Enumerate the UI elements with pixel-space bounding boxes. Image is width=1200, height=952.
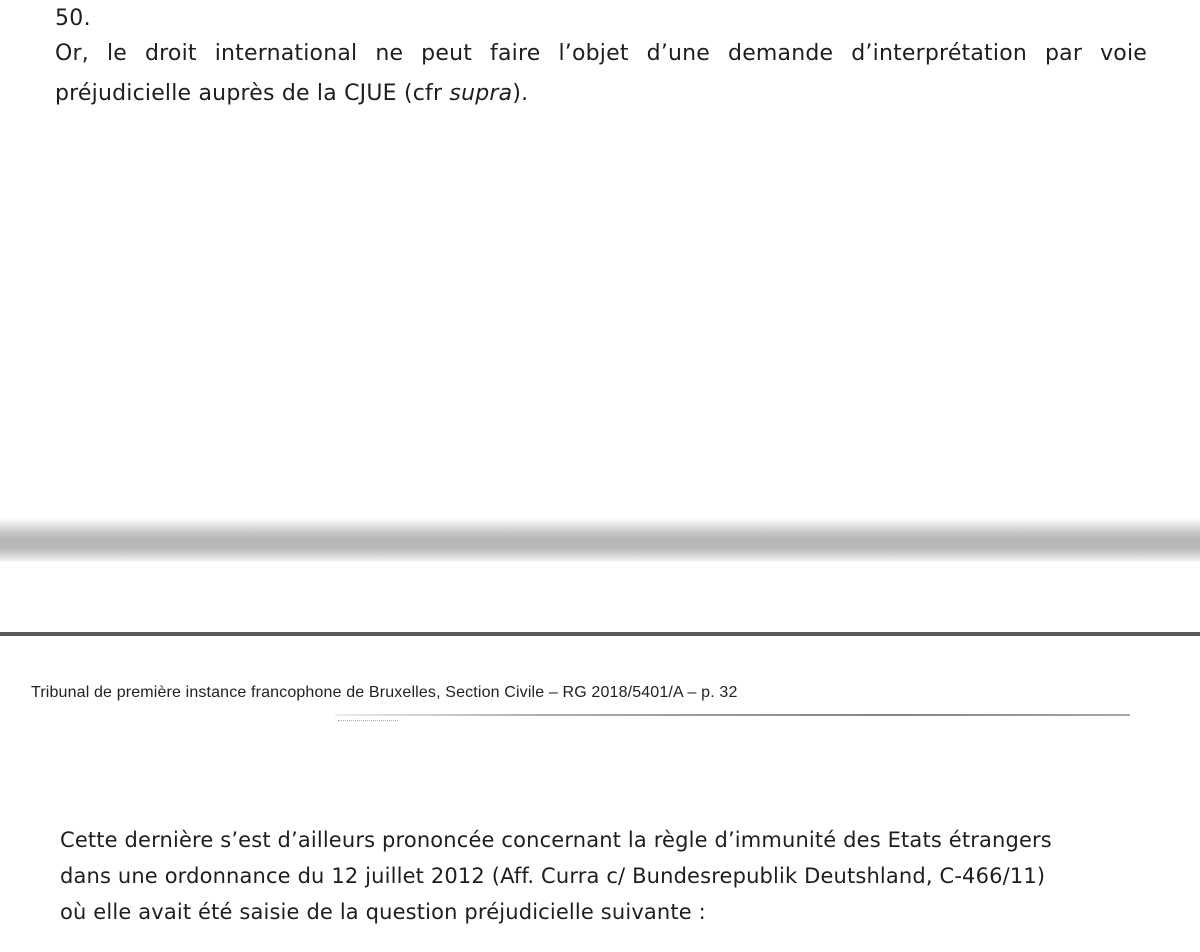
header-underline: [335, 714, 1130, 716]
paragraph-number: 50.: [55, 6, 91, 31]
paragraph-text-italic: supra: [449, 81, 513, 106]
body-line: Cette dernière s’est d’ailleurs prononcée concernant la règle d’immunité des Etats étrangers: [60, 828, 1052, 852]
header-dots: [338, 720, 398, 722]
page-break-shadow: [0, 518, 1200, 562]
paragraph-text-main: Or, le droit international ne peut faire l’objet d’une demande d’interprétation par voie préjudicielle auprès de la CJUE (cfr: [55, 41, 1147, 106]
paragraph-text-end: ).: [512, 81, 529, 106]
paragraph-text: [55, 34, 1147, 114]
running-header: Tribunal de première instance francophone de Bruxelles, Section Civile – RG 2018/5401/A – p. 32: [31, 684, 738, 701]
body-line: dans une ordonnance du 12 juillet 2012 (Aff. Curra c/ Bundesrepublik Deutshland, C-466/11): [60, 864, 1046, 888]
body-paragraph: [60, 822, 1140, 930]
body-line: où elle avait été saisie de la question préjudicielle suivante :: [60, 900, 706, 924]
header-rule: [0, 632, 1200, 636]
